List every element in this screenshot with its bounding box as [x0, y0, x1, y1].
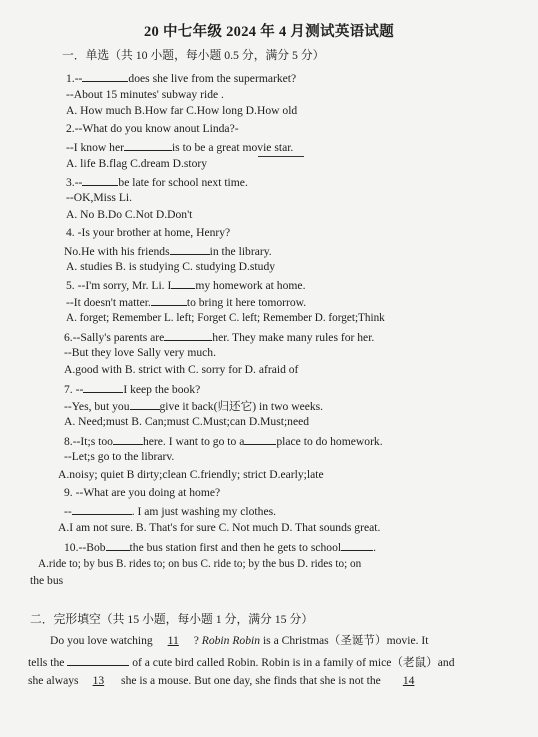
q8-answer-line: --Let;s go to the librarv. — [64, 450, 175, 463]
section1-heading: 一．单选（共 10 小题，每小题 0.5 分，满分 5 分） — [62, 48, 325, 62]
q6-options: A.good with B. strict with C. sorry for D. afraid of — [64, 363, 299, 376]
q1-stem: 1.-- does she live from the supermarket? — [66, 72, 297, 85]
q9-options: A.I am not sure. B. That's for sure C. Not much D. That sounds great. — [58, 521, 381, 534]
q1-answer-line: --About 15 minutes' subway ride . — [66, 88, 224, 101]
q2-answer-line: --I know her is to be a great movie star. — [66, 141, 294, 154]
passage-line-3: she always 13 she is a mouse. But one day, she finds that she is not the 14 — [28, 674, 415, 687]
q4-options: A. studies B. is studying C. studying D.study — [66, 260, 276, 273]
q10-stem: 10.--Bob the bus station first and then he gets to school . — [64, 541, 377, 554]
passage-line-1: Do you love watching 11 ? Robin Robin is a Christmas（圣诞节）movie. It — [50, 634, 429, 647]
q5-answer-line: --It doesn't matter. to bring it here tomorrow. — [66, 296, 307, 309]
q8-stem: 8.--It;s too here. I want to go to a place to do homework. — [64, 435, 383, 448]
q7-options: A. Need;must B. Can;must C.Must;can D.Must;need — [64, 415, 310, 428]
q2-stem: 2.--What do you know anout Linda?- — [66, 122, 239, 135]
section2-heading: 二．完形填空（共 15 小题，每小题 1 分，满分 15 分） — [30, 612, 314, 626]
q3-options: A. No B.Do C.Not D.Don't — [66, 208, 193, 221]
q10-options: A.ride to; by bus B. rides to; on bus C. ride to; by the bus D. rides to; on — [38, 558, 362, 570]
q8-options: A.noisy; quiet B dirty;clean C.friendly; strict D.early;late — [58, 468, 324, 481]
passage-line-2: tells the of a cute bird called Robin. Robin is in a family of mice（老鼠）and — [28, 656, 455, 669]
q3-stem: 3.-- be late for school next time. — [66, 176, 248, 189]
q2-options: A. life B.flag C.dream D.story — [66, 157, 208, 170]
exam-title: 20 中七年级 2024 年 4 月测试英语试题 — [143, 24, 395, 40]
q7-stem: 7. -- I keep the book? — [64, 383, 201, 396]
q7-answer-line: --Yes, but you give it back(归还它) in two weeks. — [64, 400, 324, 413]
q9-stem: 9. --What are you doing at home? — [64, 486, 221, 499]
q5-options: A. forget; Remember L. left; Forget C. left; Remember D. forget;Think — [66, 312, 385, 324]
q6-answer-line: --But they love Sally very much. — [64, 346, 216, 359]
q6-stem: 6.--Sally's parents are her. They make many rules for her. — [64, 331, 375, 344]
q4-answer-line: No.He with his friends in the library. — [64, 245, 272, 258]
q4-stem: 4. -Is your brother at home, Henry? — [66, 226, 231, 239]
q10-options-cont: the bus — [30, 574, 64, 587]
q3-answer-line: --OK,Miss Li. — [66, 191, 133, 204]
q1-options: A. How much B.How far C.How long D.How old — [66, 104, 298, 117]
q9-answer-line: -- . I am just washing my clothes. — [64, 505, 276, 518]
q5-stem: 5. --I'm sorry, Mr. Li. I my homework at home. — [66, 279, 306, 292]
handwritten-underline — [258, 156, 304, 157]
